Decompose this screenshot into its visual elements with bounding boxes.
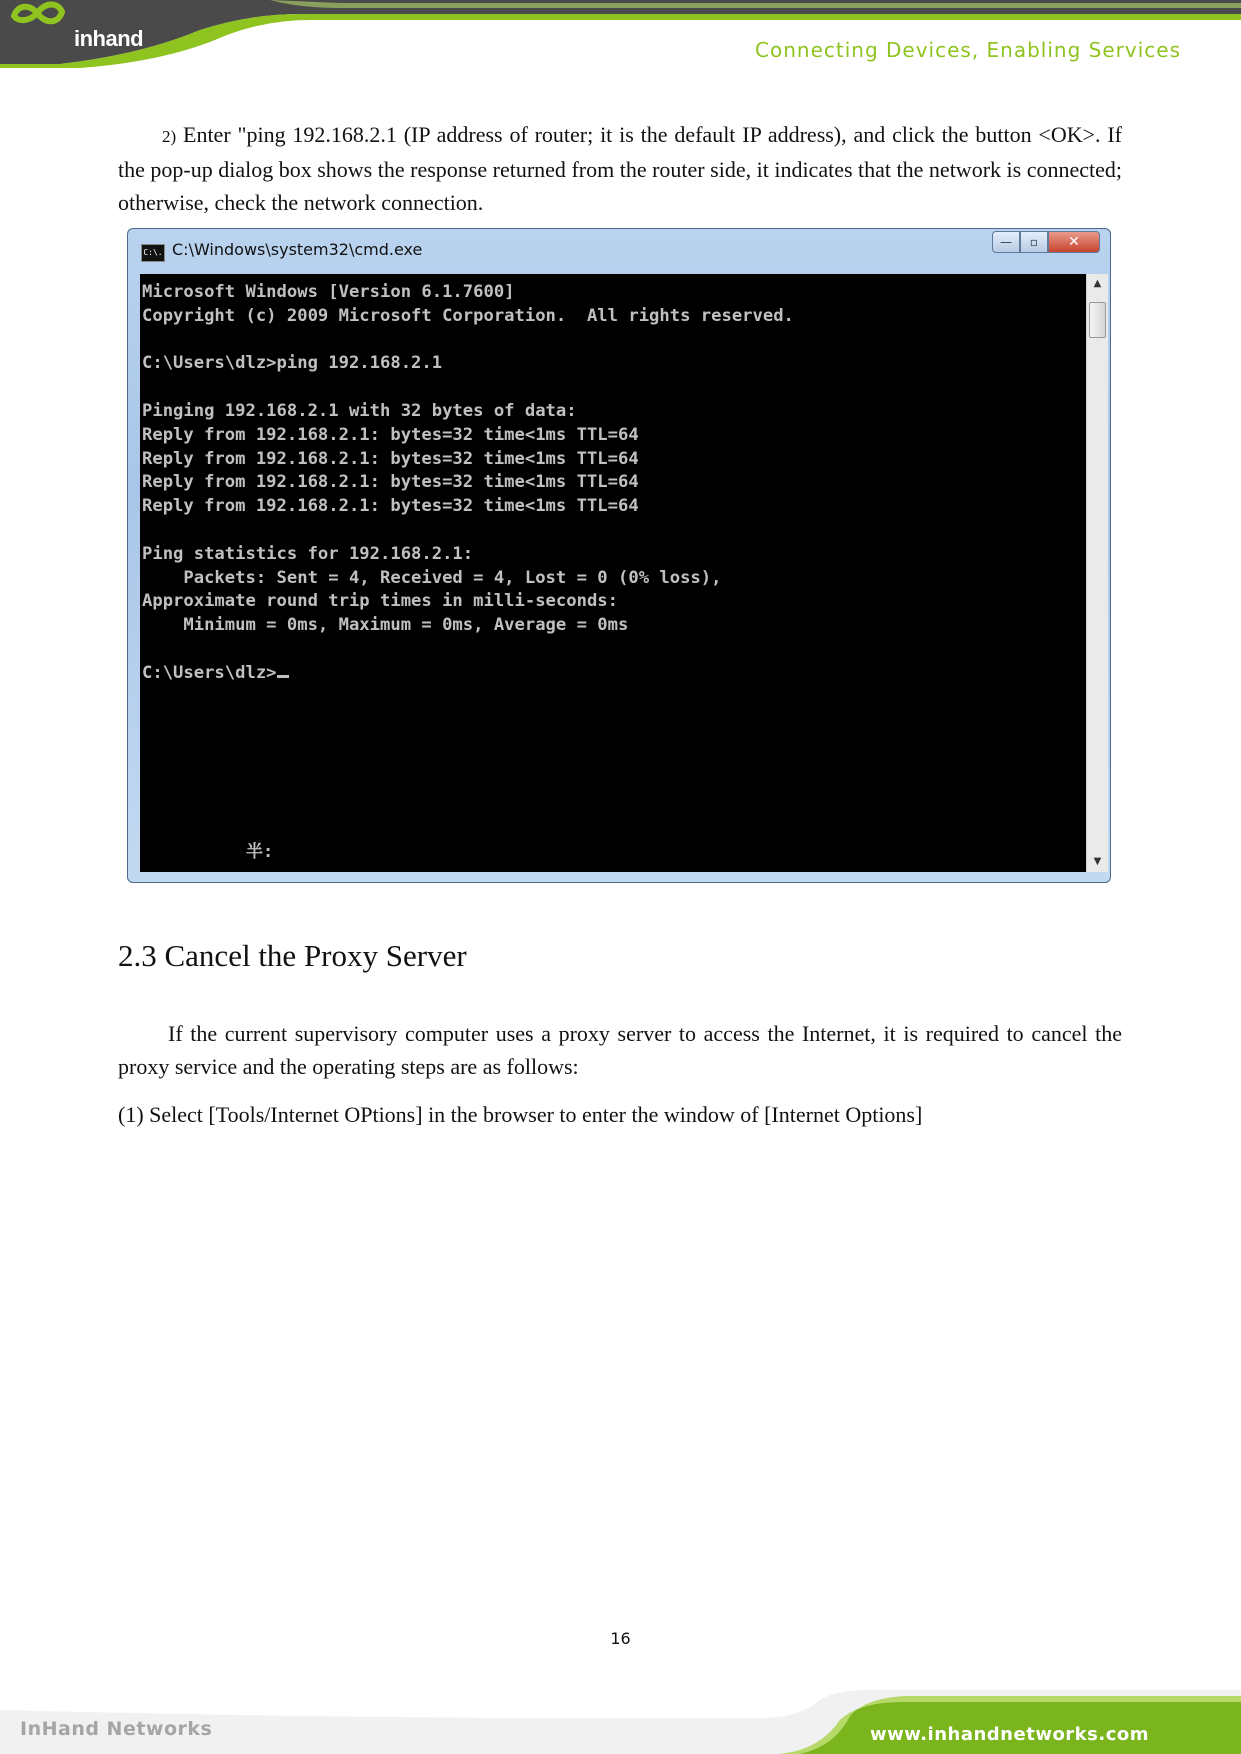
console-cursor [277, 675, 289, 678]
console-text [140, 274, 1086, 686]
page-header [0, 0, 1241, 70]
scroll-down-arrow-icon[interactable]: ▼ [1093, 856, 1102, 867]
console-line: Ping statistics for 192.168.2.1: [142, 543, 474, 564]
section-step-1: (1) Select [Tools/Internet OPtions] in the browser to enter the window of [Internet Options] [118, 1102, 923, 1127]
console-line: Packets: Sent = 4, Received = 4, Lost = 0 (0% loss), [142, 567, 722, 588]
page-footer [0, 1690, 1241, 1754]
intro-paragraph [118, 118, 1122, 219]
intro-text: Enter "ping 192.168.2.1 (IP address of router; it is the default IP address), and click the button <OK>. If the pop-up dialog box shows the response returned from the router side, it indicates that the network is connected; otherwise, check the network connection. [118, 122, 1122, 215]
minimize-button[interactable]: — [992, 231, 1020, 253]
console-line: C:\Users\dlz>ping 192.168.2.1 [142, 353, 443, 374]
console-line: Reply from 192.168.2.1: bytes=32 time<1ms TTL=64 [142, 424, 639, 445]
console-line: Microsoft Windows [Version 6.1.7600] [142, 282, 515, 302]
console-line: Pinging 192.168.2.1 with 32 bytes of data: [142, 400, 577, 421]
step-number: 2) [162, 127, 177, 146]
page-number: 16 [610, 1629, 631, 1648]
logo-wordmark: inhand [74, 26, 144, 51]
footer-website-link[interactable]: www.inhandnetworks.com [869, 1724, 1149, 1745]
ime-status: 半: [246, 842, 274, 862]
console-line: Reply from 192.168.2.1: bytes=32 time<1ms TTL=64 [142, 472, 639, 493]
console-line: Minimum = 0ms, Maximum = 0ms, Average = 0ms [142, 615, 629, 636]
cmd-window-screenshot [127, 228, 1111, 883]
footer-company: InHand Networks [20, 1718, 213, 1740]
cmd-window-title: C:\Windows\system32\cmd.exe [172, 240, 423, 259]
header-tagline: Connecting Devices, Enabling Services [755, 38, 1181, 62]
console-line: C:\Users\dlz> [142, 662, 277, 683]
console-line: Reply from 192.168.2.1: bytes=32 time<1ms TTL=64 [142, 496, 639, 517]
scroll-up-arrow-icon[interactable]: ▲ [1093, 278, 1102, 289]
section-paragraph: If the current supervisory computer uses a proxy server to access the Internet, it is required to cancel the proxy service and the operating steps are as follows: [118, 1021, 1122, 1079]
cmd-titlebar [128, 229, 1110, 273]
console-output[interactable] [140, 274, 1086, 872]
inhand-logo-icon [0, 0, 80, 54]
section-heading: 2.3 Cancel the Proxy Server [118, 938, 467, 973]
cmd-app-icon: C:\. [141, 244, 165, 262]
console-line: Reply from 192.168.2.1: bytes=32 time<1ms TTL=64 [142, 448, 639, 469]
console-line: Copyright (c) 2009 Microsoft Corporation. All rights reserved. [142, 305, 794, 326]
scroll-thumb[interactable] [1089, 302, 1106, 338]
console-line: Approximate round trip times in milli-seconds: [142, 591, 618, 612]
close-button[interactable]: ✕ [1048, 231, 1100, 253]
maximize-button[interactable]: ▫ [1020, 231, 1048, 253]
window-controls [992, 231, 1100, 255]
console-scrollbar[interactable] [1086, 274, 1108, 872]
